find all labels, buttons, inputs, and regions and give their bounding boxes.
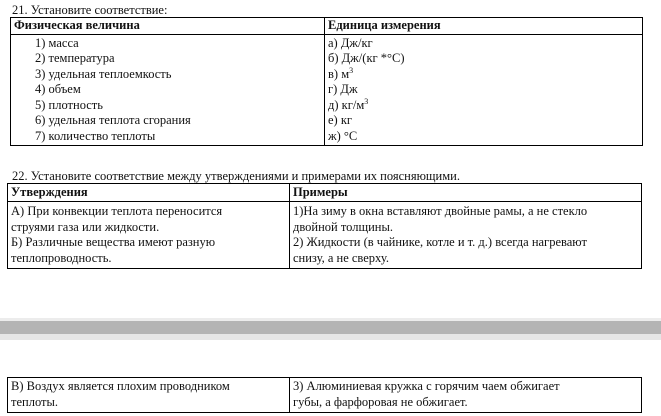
example-line: 3) Алюминиевая кружка с горячим чаем обжигает	[293, 379, 560, 393]
quantity-item: 5) плотность	[35, 97, 103, 112]
statement-line: А) При конвекции теплота переносится	[11, 204, 223, 218]
example-line: двойной толщины.	[293, 219, 394, 234]
unit-item: б) Дж/(кг *°С)	[328, 51, 405, 65]
q22-examples-cell	[290, 202, 642, 269]
q22-continued-table	[7, 377, 642, 413]
q21-quantities-cell	[11, 34, 325, 146]
statement-line: теплопроводность.	[11, 250, 112, 265]
q22-continued-example-cell	[290, 378, 642, 413]
quantity-item: 7) количество теплоты	[35, 128, 156, 143]
quantity-item: 6) удельная теплота сгорания	[35, 113, 191, 127]
statement-line: теплоты.	[11, 394, 59, 409]
q22-continued-statement-cell	[8, 378, 290, 413]
statement-line: струями газа или жидкости.	[11, 219, 160, 234]
example-line: 2) Жидкости (в чайнике, котле и т. д.) всегда нагревают	[293, 235, 587, 249]
quantity-item: 3) удельная теплоемкость	[35, 66, 172, 81]
statement-line: В) Воздух является плохим проводником	[11, 379, 230, 393]
statement-line: Б) Различные вещества имеют разную	[11, 235, 216, 249]
page-break-band	[0, 321, 661, 334]
q22-title: 22. Установите соответствие между утверждениями и примерами их поясняющими.	[12, 169, 460, 183]
unit-item: е) кг	[328, 113, 353, 127]
q21-title: 21. Установите соответствие:	[12, 3, 168, 17]
quantity-item: 2) температура	[35, 51, 115, 65]
q21-header-unit: Единица измерения	[325, 18, 643, 35]
quantity-item: 4) объем	[35, 82, 81, 96]
unit-item: а) Дж/кг	[328, 35, 373, 50]
q22-header-statements: Утверждения	[8, 184, 290, 202]
unit-item: ж) °С	[328, 128, 358, 143]
page-break-shade-bottom	[0, 334, 661, 340]
q21-table	[10, 17, 643, 146]
example-line: 1)На зиму в окна вставляют двойные рамы, а не стекло	[293, 204, 588, 218]
q21-header-quantity: Физическая величина	[11, 18, 325, 35]
unit-item: в) $м^3$	[328, 65, 354, 81]
q22-statements-cell	[8, 202, 290, 269]
quantity-item: 1) масса	[35, 35, 79, 50]
unit-item: г) Дж	[328, 82, 358, 96]
q22-table	[7, 183, 642, 269]
q22-header-examples: Примеры	[290, 184, 642, 202]
q21-units-cell	[325, 34, 643, 146]
example-line: губы, а фарфоровая не обжигает.	[293, 394, 468, 409]
example-line: снизу, а не сверху.	[293, 250, 389, 265]
unit-item: д) $кг/м^3$	[328, 96, 369, 112]
